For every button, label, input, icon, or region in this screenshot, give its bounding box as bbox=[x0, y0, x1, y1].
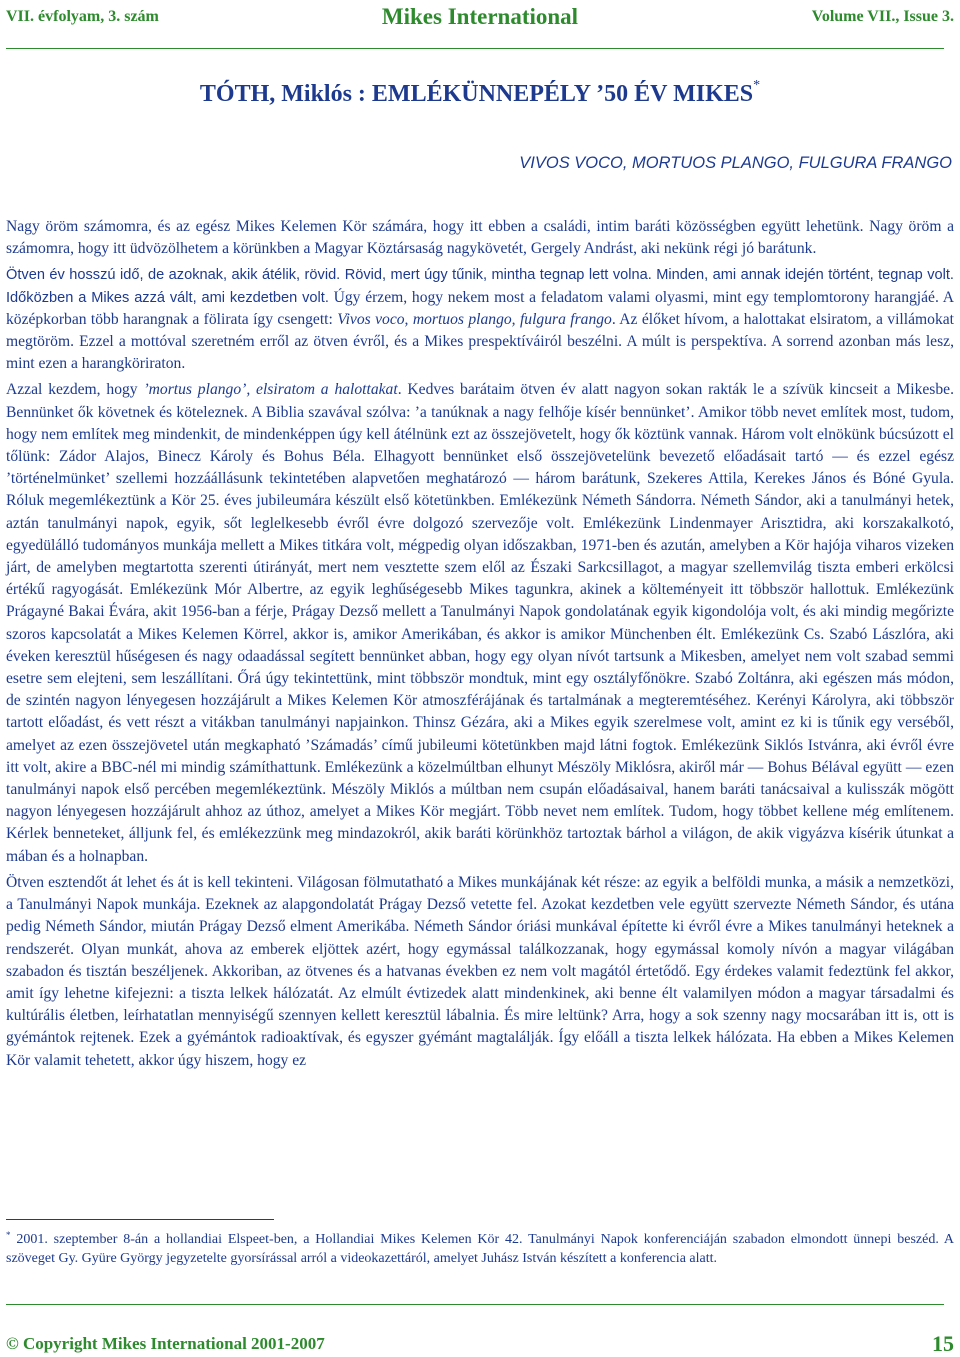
title-footnote-mark: * bbox=[753, 78, 761, 93]
paragraph-4: Ötven esztendőt át lehet és át is kell tekinteni. Világosan fölmutatható a Mikes munkájának két része: az egyik a belföldi munka, a másik a nemzetközi, a Tanulmányi Napok munkája. Ezeknek az alapgondolatát Prágay Dezső vetette fel. Azokat kezdetben vele együtt szervezte Németh Sándor, és utána pedig Németh Sándor, miután Prágay Dezső elment Amerikába. Németh Sándor óriási munkával építette ki évről évre a Mikes tanulmányi heteknek a rendszerét. Olyan munkát, ahova az emberek eljöttek azért, hogy egymással találkozzanak, hogy egymással komoly nívón a magyar világában szabadon és tisztán beszéljenek. Akkoriban, az ötvenes és a hatvanas években ez nem volt magától értetődő. Egy érdekes valamit fedeztünk fel akkor, amit így lehetne kifejezni: a tiszta lelkek hálózatát. Az elmúlt évtizedek alatt mindenkinek, aki benne élt valamilyen módon a magyar társadalmi és kultúrális életben, leírhatatlan mennyiségű szennyen kellett keresztül lábalnia. És mire leltünk? Arra, hogy a sok szenny nagy mocsarában itt is, ott is gyémántok rejtenek. Ezek a gyémántok radioaktívak, és egyszer gyémánt magtalálják. Így előáll a tiszta lelkek hálózata. Ha ebben a Mikes Kelemen Kör valamit tehetett, akkor úgy hiszem, hogy ez bbox=[6, 873, 954, 1069]
paragraph-3 bbox=[6, 379, 954, 867]
header-divider bbox=[6, 48, 944, 49]
paragraph-3-quote: ’mortus plango’, elsiratom a halottakat bbox=[143, 381, 398, 399]
running-header bbox=[0, 2, 960, 40]
epigraph-motto: VIVOS VOCO, MORTUOS PLANGO, FULGURA FRANGO bbox=[519, 154, 952, 172]
article-body bbox=[6, 216, 954, 1072]
footer-copyright: © Copyright Mikes International 2001-2007 bbox=[6, 1334, 325, 1353]
footnote-text: 2001. szeptember 8-án a hollandiai Elspeet-ben, a Hollandiai Mikes Kelemen Kör 42. Tanulmányi Napok konferenciáján szabadon elmondott ünnepi beszéd. A szöveget Gy. Gyüre György jegyzetelte gyorsírással arról a videokazettáról, amelyet Juhász István készített a konferencia alatt. bbox=[6, 1232, 954, 1266]
paragraph-2-text: Úgy érzem, hogy nekem most a feladatom valami olyasmi, mint egy templomtorony harangjáé. A középkorban több harangnak a fölirata így csengett: bbox=[6, 288, 954, 328]
footnote-mark: * bbox=[6, 1230, 11, 1240]
header-volume-en: Volume VII., Issue 3. bbox=[811, 8, 954, 25]
article-title-text: TÓTH, Miklós : EMLÉKÜNNEPÉLY ’50 ÉV MIKES bbox=[199, 81, 754, 107]
paragraph-2-rest: . Az élőket hívom, a halottakat elsiratom, a villámokat megtöröm. Ezzel a mottóval szeretném erről az ötven évről, és a Mikes prespektíváiról beszélni. A múlt is perspektíva. A sorrend azonban más lesz, mint ezen a harangköriraton. bbox=[6, 310, 954, 373]
footer-divider bbox=[6, 1304, 944, 1305]
footnote bbox=[6, 1226, 954, 1268]
page-number: 15 bbox=[932, 1331, 954, 1356]
header-volume-hu: VII. évfolyam, 3. szám bbox=[6, 8, 159, 25]
paragraph-2-lead: Ötven év hosszú idő, de azoknak, akik átélik, rövid. Rövid, mert úgy tűnik, mintha tegnap lett volna. Minden, ami annak idején történt, tegnap volt. Időközben a Mikes azzá vált, ami kezdetben volt. bbox=[6, 267, 954, 306]
paragraph-1: Nagy öröm számomra, és az egész Mikes Kelemen Kör számára, hogy itt ebben a családi, intim baráti közösségben együtt lehetünk. Nagy öröm a számomra, hogy itt üdvözölhetem a körünkben a Magyar Köztársaság nagykövetét, Gergely Andrást, aki nekünk régi jó barátunk. bbox=[6, 218, 954, 258]
article-title bbox=[0, 78, 960, 108]
paragraph-3-lead: Azzal kezdem, hogy bbox=[6, 381, 144, 399]
paragraph-3-text: . Kedves barátaim ötven év alatt nagyon sokan rakták le a szívük kincseit a Mikesbe. Bennünket ők követnek és köteleznek. A Biblia szavával szólva: ’a tanúknak a nagy felhője kísér bennünket’. Amikor több nevet említek most, tudom, hogy nem említek meg mindenkit, de mindenképpen úgy kell átélnünk ezt az összejövetelt, hogy ők köztünk vannak. Három volt elnökünk búcsúzott el tőlünk: Zádor Alajos, Binecz Károly és Bohus Béla. Elhagyott bennünket első összejövetelünk bevezető előadásait tartó — és ezzel egész ’történelmünket’ szellemi hozzáállásunk tekintetében alapvetően meghatározó — három barátunk, Szekeres Attila, Kerekes János és Bóné Gyula. Róluk megemlékeztünk a Kör 25. éves jubileumára készült első kötetünkben. Emlékezünk Németh Sándorra. Németh Sándor, aki a tanulmányi hetek, aztán tanulmányi napok, egyik, sőt leglelkesebb évről évre dolgozó szervezője volt. Emlékezünk Lindenmayer Arisztidra, aki korszakalkotó, egyedülálló tudományos munkája mellett a Mikes titkára volt, mégpedig olyan időszakban, 1971-ben és azután, amelyben a Kör hajója viharos vizeken járt, de amelyben megtartotta szerenti útirányát, mert nem vesztette szem elől az Északi Sarkcsillagot, a magyar szellemvilág tiszta emberi erkölcsi értékű ragyogását. Emlékezünk Mór Albertre, az egyik leghűségesebb Mikes tagunkra, akinek a költeményeit itt többször hallottuk. Emlékezünk Prágayné Bakai Évára, akit 1956-ban a férje, Prágay Dezső mellett a Tanulmányi Napok gondolatának egyik kigondolója volt, és aki mindig megőrizte szoros kapcsolatát a Mikes Kelemen Körrel, akkor is, amikor Amerikában, és akkor is amikor Münchenben élt. Emlékezünk Cs. Szabó Lászlóra, aki éveken keresztül hűségesen és nagy odaadással segített bennünket abban, hogy egy olyan nívót tartsunk a Mikesben, amelyet nem volt szabad semmi esetre sem elejteni, sem leszállítani. Őrá úgy tekintettünk, mint többször mondtuk, mint egy osztályfőnökre. Szabó Zoltánra, aki egészen más módon, de szintén nagyon lényegesen hozzájárult a Mikes Kelemen Kör atmoszférájának és tartalmának a megteremtéséhez. Kerényi Károlyra, aki többször tartott előadást, és vett részt a vitákban tanulmányi napjainkon. Thinsz Gézára, aki a Mikes egyik szerelmese volt, amint ez ki is tűnik egy verséből, amelyet az ezen összejövetel után megkapható ’Számadás’ című jubileumi kötetünkben majd látni fogtok. Emlékezünk Siklós Istvánra, aki évről évre itt volt, akire a BBC-nél mi mindig számíthattunk. Emlékezünk a közelmúltban elhunyt Mészöly Miklósra, akiről már — Bohus Bélával együtt — ezen tanulmányi napok első percében megemlékeztünk. Mészöly Miklós a múltban nem csupán előadásaival, hanem baráti tanácsaival a kulisszák mögött nagyon lényegesen hozzájárult ahhoz az úthoz, amelyet a Mikes Kör megjárt. Több nevet nem említek. Tudom, hogy többet kellene még említenem. Kérlek benneteket, álljunk fel, és emlékezzünk meg mindazokról, akik baráti körünkhöz tartoztak bárhol a világon, de akik vigyázva kísérik útunkat a mában és a holnapban. bbox=[6, 381, 954, 865]
footnote-divider bbox=[6, 1219, 274, 1220]
paragraph-2-motto: Vivos voco, mortuos plango, fulgura frango bbox=[337, 310, 612, 328]
paragraph-2 bbox=[6, 264, 954, 375]
header-journal-title: Mikes International bbox=[381, 4, 579, 29]
